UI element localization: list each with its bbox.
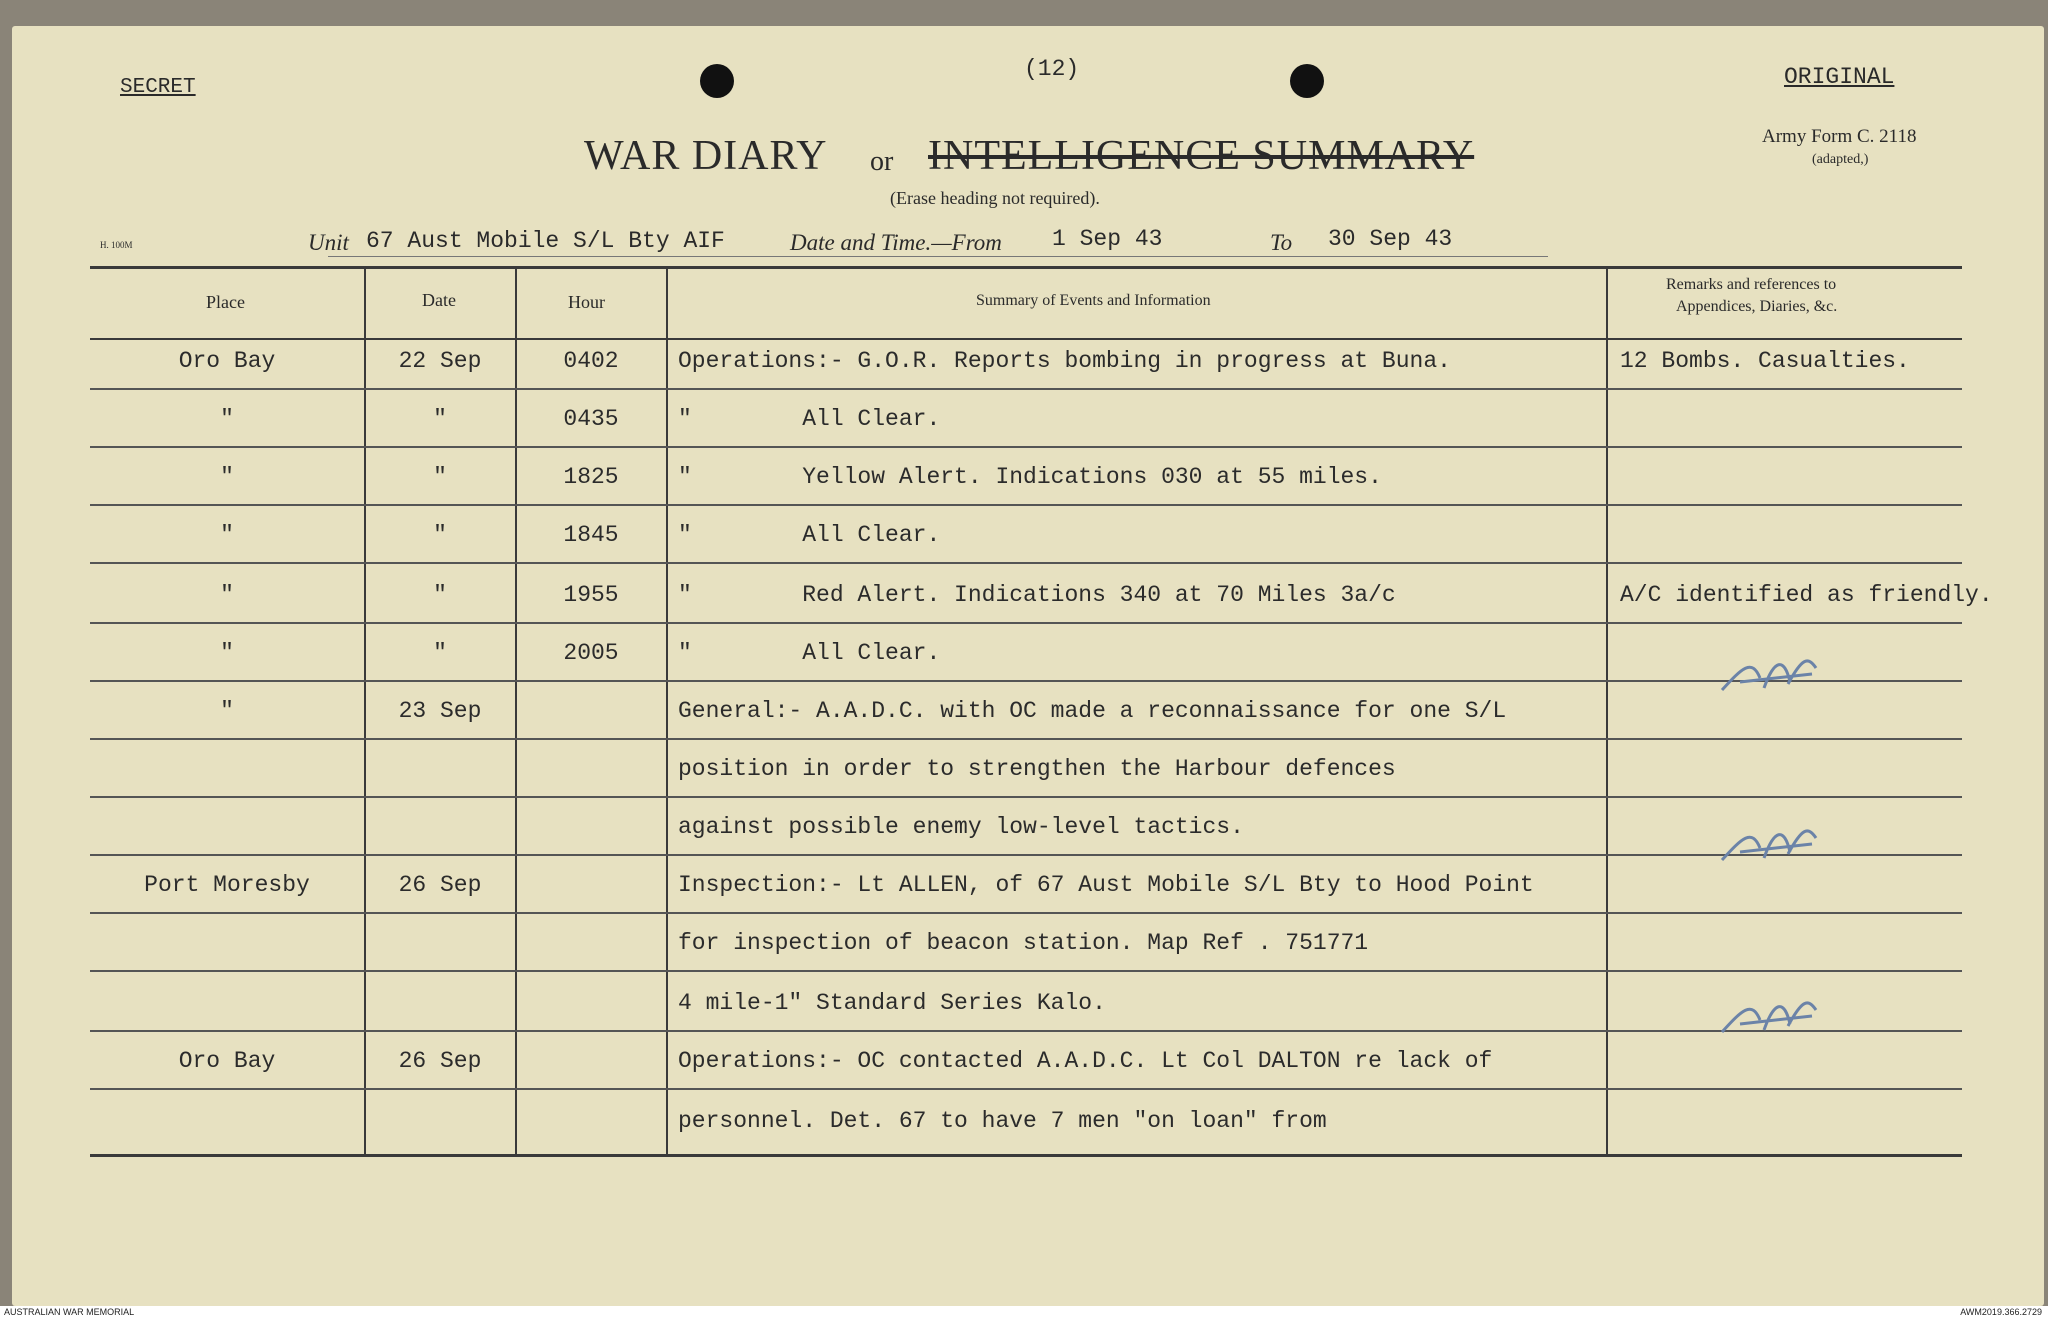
cell-hour: 1955 <box>563 582 619 608</box>
diary-page <box>12 26 2044 1306</box>
cell-summary: " All Clear. <box>678 640 941 666</box>
date-time-label: Date and Time.—From <box>790 230 1002 255</box>
cell-summary: " All Clear. <box>678 522 941 548</box>
row-divider <box>90 854 1962 856</box>
form-code: H. 100M <box>100 240 133 250</box>
header-place: Place <box>206 292 245 312</box>
cell-date: " <box>433 640 447 666</box>
cell-date: " <box>433 406 447 432</box>
cell-summary: position in order to strengthen the Harbour defences <box>678 756 1396 782</box>
unit-underline <box>328 256 1548 257</box>
cell-summary: personnel. Det. 67 to have 7 men "on loan" from <box>678 1108 1327 1134</box>
footer-institution: AUSTRALIAN WAR MEMORIAL <box>4 1307 135 1317</box>
title-intelligence-summary-struck: INTELLIGENCE SUMMARY <box>928 133 1475 179</box>
cell-place: Oro Bay <box>178 348 276 374</box>
cell-remarks: A/C identified as friendly. <box>1620 582 1993 608</box>
from-date-value: 1 Sep 43 <box>1052 226 1163 252</box>
cell-place: " <box>220 640 234 666</box>
row-divider <box>90 388 1962 390</box>
column-divider-remarks <box>1606 266 1608 1156</box>
cell-summary: against possible enemy low-level tactics. <box>678 814 1244 840</box>
cell-place: Port Moresby <box>144 872 310 898</box>
initials-signature-icon <box>1712 990 1832 1050</box>
header-remarks-line1: Remarks and references to <box>1666 276 1837 293</box>
original-mark: ORIGINAL <box>1784 64 1895 90</box>
cell-date: 22 Sep <box>398 348 482 374</box>
title-war-diary: WAR DIARY <box>584 133 828 179</box>
row-divider <box>90 912 1962 914</box>
army-form-adapted: (adapted,) <box>1812 152 1869 167</box>
table-top-border <box>90 266 1962 269</box>
header-summary: Summary of Events and Information <box>976 292 1211 309</box>
cell-place: " <box>220 522 234 548</box>
header-hour: Hour <box>568 292 605 312</box>
cell-summary: 4 mile-1" Standard Series Kalo. <box>678 990 1106 1016</box>
cell-remarks: 12 Bombs. Casualties. <box>1620 348 1910 374</box>
footer-accession-number: AWM2019.366.2729 <box>1960 1307 2042 1317</box>
unit-label: Unit <box>308 230 349 255</box>
cell-date: 26 Sep <box>398 872 482 898</box>
cell-summary: for inspection of beacon station. Map Ref . 751771 <box>678 930 1369 956</box>
cell-date: " <box>433 464 447 490</box>
cell-date: " <box>433 522 447 548</box>
row-divider <box>90 504 1962 506</box>
cell-hour: 0402 <box>563 348 619 374</box>
punch-hole-right <box>1290 64 1324 98</box>
cell-place: " <box>220 582 234 608</box>
page-number: (12) <box>1024 56 1080 82</box>
cell-summary: Operations:- G.O.R. Reports bombing in progress at Buna. <box>678 348 1451 374</box>
table-bottom-border <box>90 1154 1962 1157</box>
cell-hour: 0435 <box>563 406 619 432</box>
cell-summary: " Red Alert. Indications 340 at 70 Miles 3a/c <box>678 582 1396 608</box>
cell-hour: 1825 <box>563 464 619 490</box>
row-divider <box>90 1088 1962 1090</box>
cell-summary: " Yellow Alert. Indications 030 at 55 miles. <box>678 464 1382 490</box>
header-date: Date <box>422 290 456 310</box>
column-divider-hour <box>515 266 517 1156</box>
to-label: To <box>1270 230 1293 255</box>
cell-summary: " All Clear. <box>678 406 941 432</box>
row-divider <box>90 796 1962 798</box>
to-date-value: 30 Sep 43 <box>1328 226 1453 252</box>
cell-date: 23 Sep <box>398 698 482 724</box>
row-divider <box>90 970 1962 972</box>
row-divider <box>90 622 1962 624</box>
cell-hour: 2005 <box>563 640 619 666</box>
initials-signature-icon <box>1712 648 1832 708</box>
army-form-label: Army Form C. 2118 <box>1762 126 1917 147</box>
archive-footer <box>0 1306 2048 1320</box>
cell-place: " <box>220 406 234 432</box>
row-divider <box>90 562 1962 564</box>
cell-summary: Operations:- OC contacted A.A.D.C. Lt Col DALTON re lack of <box>678 1048 1493 1074</box>
cell-place: Oro Bay <box>178 1048 276 1074</box>
column-divider-summary <box>666 266 668 1156</box>
row-divider <box>90 446 1962 448</box>
title-or: or <box>870 146 894 177</box>
cell-summary: General:- A.A.D.C. with OC made a reconnaissance for one S/L <box>678 698 1507 724</box>
unit-value: 67 Aust Mobile S/L Bty AIF <box>366 228 725 254</box>
cell-place: " <box>220 464 234 490</box>
header-remarks-line2: Appendices, Diaries, &c. <box>1676 298 1838 315</box>
cell-date: " <box>433 582 447 608</box>
initials-signature-icon <box>1712 818 1832 878</box>
cell-place: " <box>220 698 234 724</box>
cell-summary: Inspection:- Lt ALLEN, of 67 Aust Mobile S/L Bty to Hood Point <box>678 872 1534 898</box>
row-divider <box>90 1030 1962 1032</box>
cell-hour: 1845 <box>563 522 619 548</box>
row-divider <box>90 680 1962 682</box>
punch-hole-left <box>700 64 734 98</box>
secret-mark: SECRET <box>120 76 196 99</box>
table-header-border <box>90 338 1962 340</box>
row-divider <box>90 738 1962 740</box>
cell-date: 26 Sep <box>398 1048 482 1074</box>
erase-heading-note: (Erase heading not required). <box>890 188 1100 208</box>
